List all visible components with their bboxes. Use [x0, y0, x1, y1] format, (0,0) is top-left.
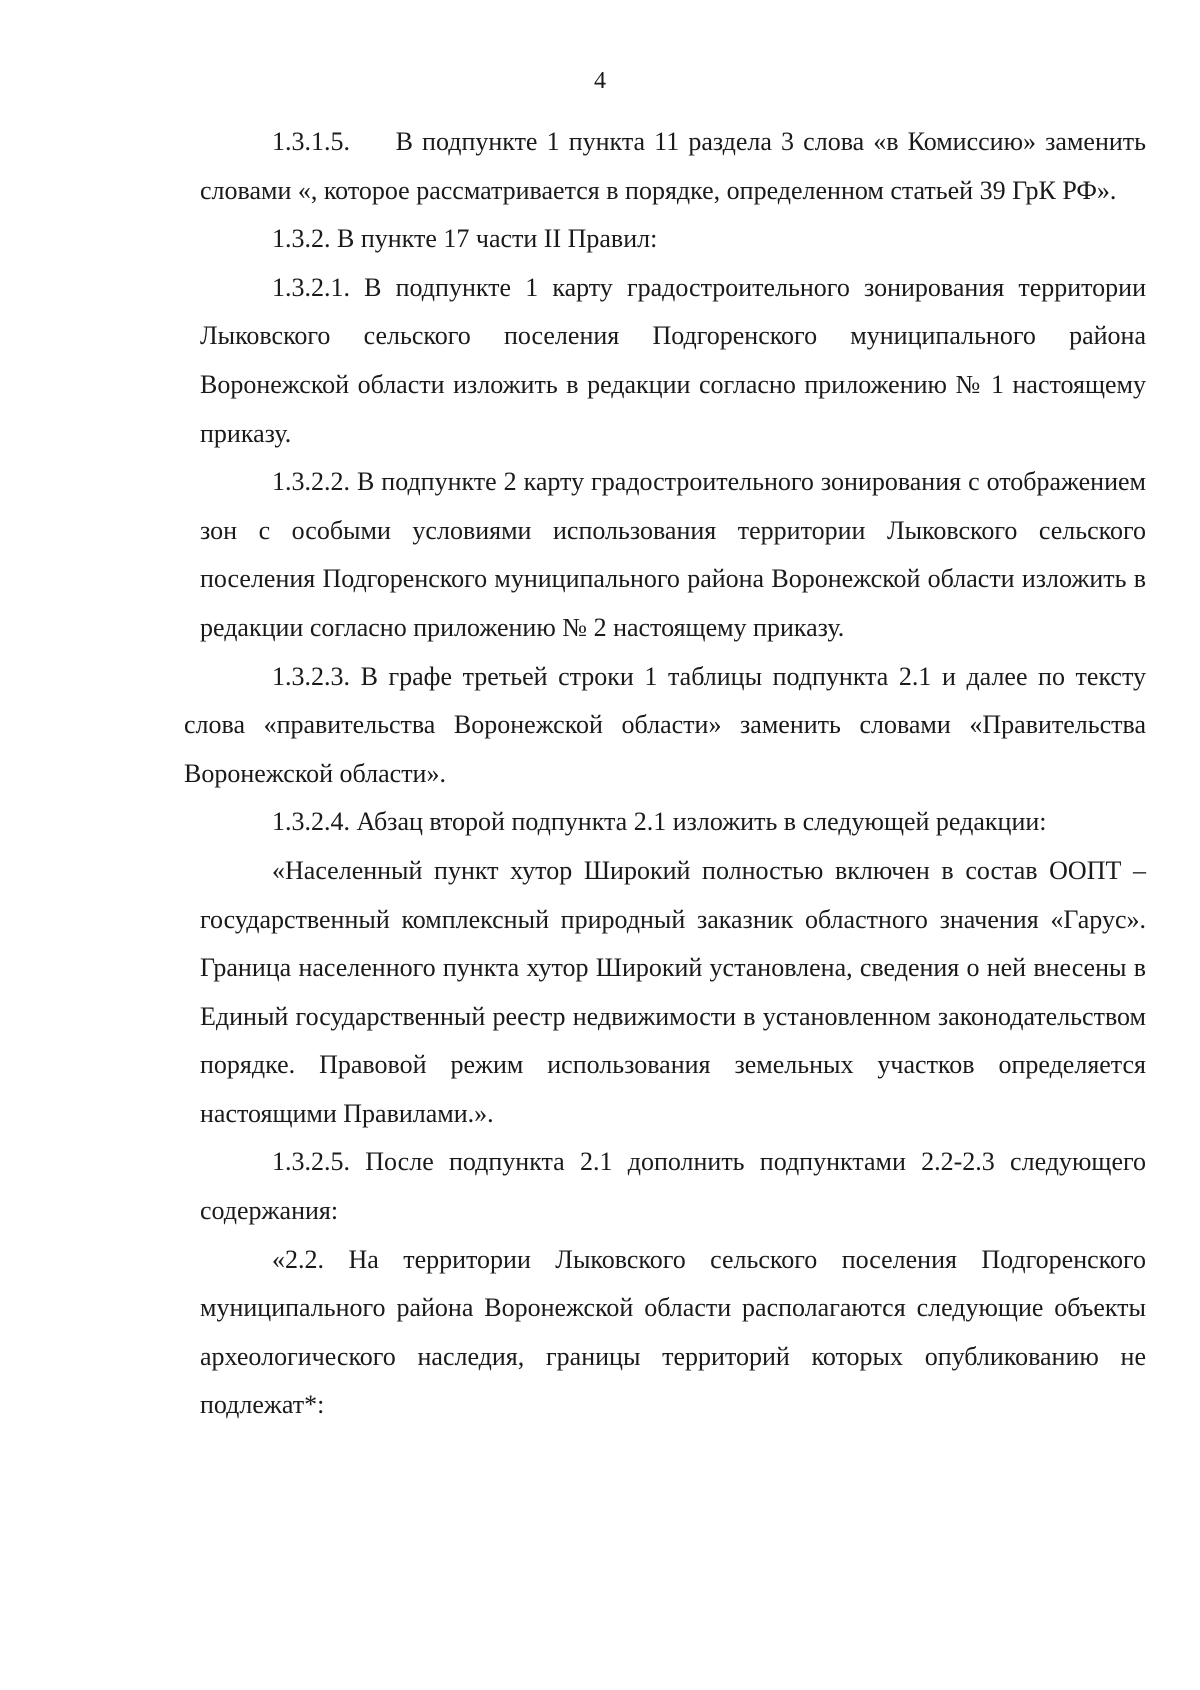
paragraph-1-3-2-5: 1.3.2.5. После подпункта 2.1 дополнить подпунктами 2.2-2.3 следующего содержания:: [200, 1147, 1146, 1226]
paragraph-quote-shirokiy: «Населенный пункт хутор Широкий полностью включен в состав ООПТ – государственный комплексный природный заказник областного значения «Гарус». Граница населенного пункта хутор Широкий установлена, сведения о ней внесены в Единый государственный реестр недвижимости в установленном законодательством порядке. Правовой режим использования земельных участков определяется настоящими Правилами.».: [200, 855, 1146, 1128]
paragraph-1-3-2-2: 1.3.2.2. В подпункте 2 карту градостроительного зонирования с отображением зон с особыми условиями использования территории Лыковского сельского поселения Подгоренского муниципального района Воронежской области изложить в редакции согласно приложению № 2 настоящему приказу.: [200, 467, 1146, 642]
paragraph-1-3-2: 1.3.2. В пункте 17 части II Правил:: [272, 224, 658, 254]
paragraph-quote-2-2: «2.2. На территории Лыковского сельского поселения Подгоренского муниципального района Воронежской области располагаются следующие объекты археологического наследия, границы территорий которых опубликованию не подлежат*:: [200, 1244, 1146, 1420]
document-body: [184, 118, 1153, 1430]
paragraph-1-3-2-1: 1.3.2.1. В подпункте 1 карту градостроительного зонирования территории Лыковского сельского поселения Подгоренского муниципального района Воронежской области изложить в редакции согласно приложению № 1 настоящему приказу.: [200, 272, 1146, 448]
paragraph-1-3-2-3: 1.3.2.3. В графе третьей строки 1 таблицы подпункта 2.1 и далее по тексту слова «правительства Воронежской области» заменить словами «Правительства Воронежской области».: [184, 661, 1146, 788]
paragraph-1-3-1-5: 1.3.1.5. В подпункте 1 пункта 11 раздела 3 слова «в Комиссию» заменить словами «, которое рассматривается в порядке, определенном статьей 39 ГрК РФ».: [200, 127, 1153, 205]
paragraph-1-3-2-4: 1.3.2.4. Абзац второй подпункта 2.1 изложить в следующей редакции:: [272, 807, 1047, 837]
page-number: 4: [594, 68, 606, 94]
